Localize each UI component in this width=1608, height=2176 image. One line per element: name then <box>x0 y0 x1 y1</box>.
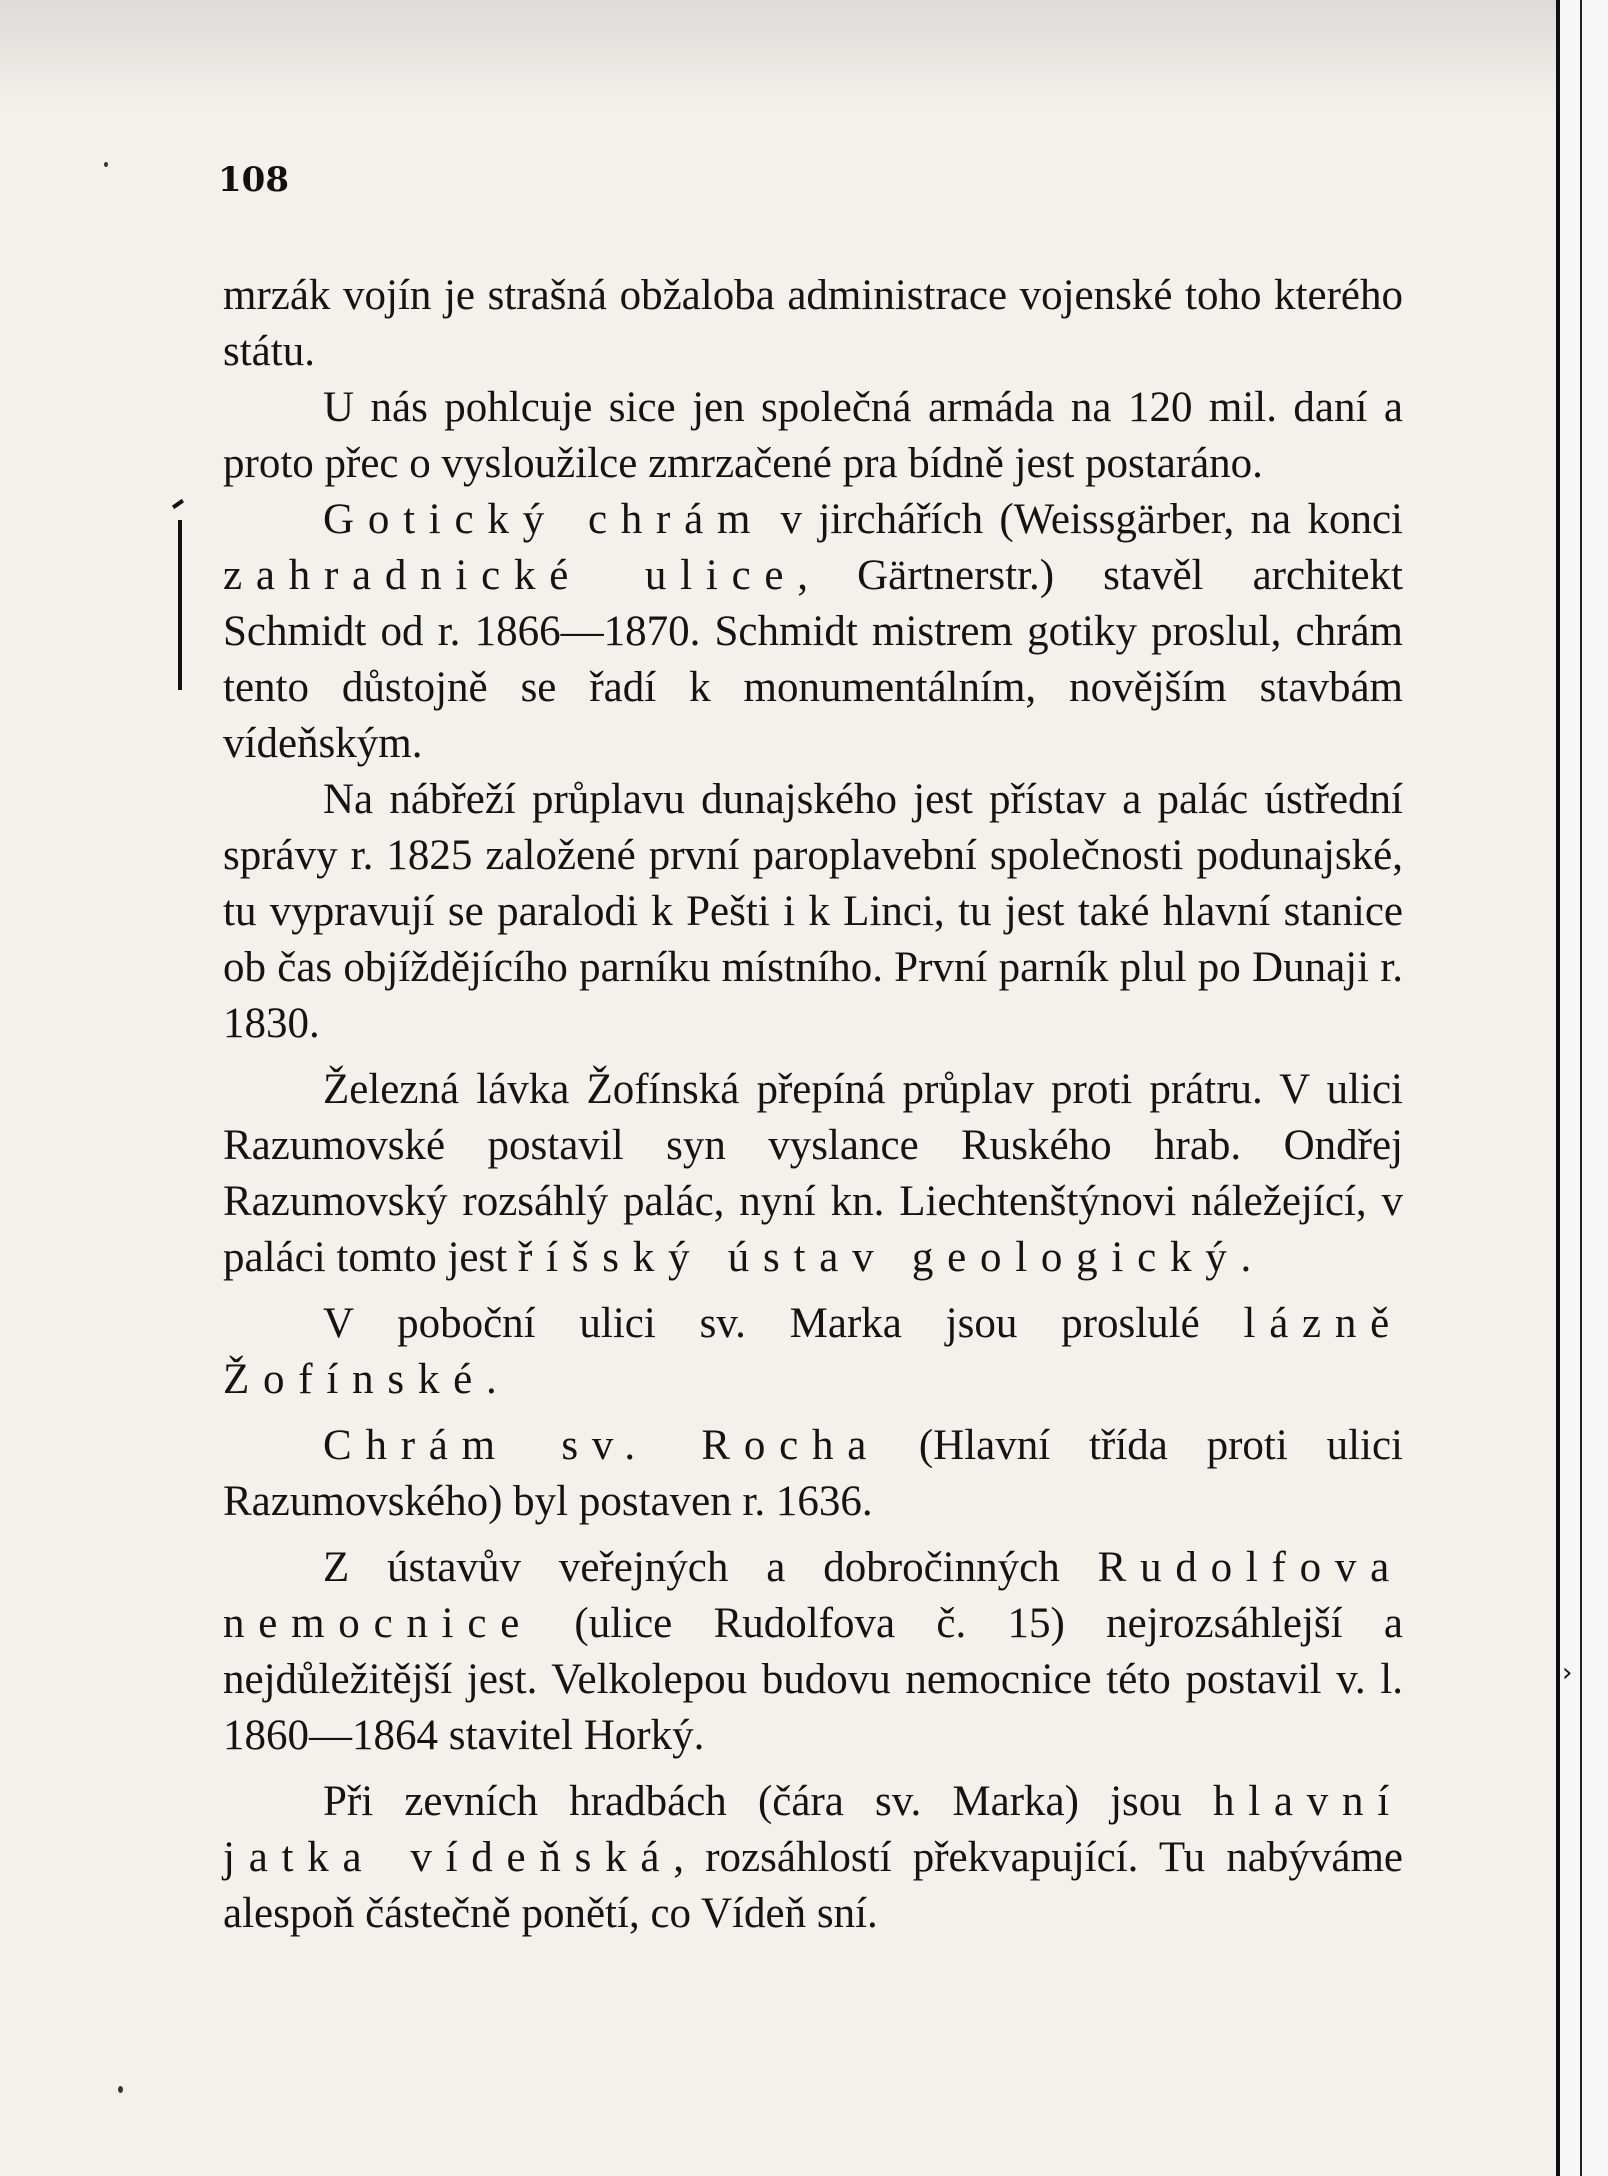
ink-speck <box>118 2086 123 2093</box>
text-run: Při zevních hradbách (čára sv. Marka) jsou <box>323 1778 1213 1825</box>
paragraph <box>223 1418 1403 1530</box>
text-run: (ulice Rudolfova č. 15) nejrozsáhlejší a nejdůležitější jest. Velkolepou budovu nemocnice této postavil v. l. 1860—1864 stavitel Horký. <box>223 1600 1403 1759</box>
scan-margin <box>1560 0 1608 2176</box>
paragraph <box>223 1062 1403 1286</box>
text-run: . <box>485 1356 497 1403</box>
text-run: v jirchářích (Weissgärber, na konci <box>764 496 1403 543</box>
spaced-emphasis-text: Gotický chrám <box>323 496 765 543</box>
spaced-emphasis-text: zahradnické ulice <box>223 552 798 599</box>
ink-speck <box>104 162 108 167</box>
paragraph <box>223 380 1403 492</box>
spaced-emphasis-text: Chrám sv. Rocha <box>323 1422 881 1469</box>
next-page-edge <box>1580 0 1582 2176</box>
paragraph <box>223 1296 1403 1408</box>
text-run: Železná lávka Žofínská přepíná průplav proti prátru. V ulici Razumovské postavil syn vyslance Ruského hrab. Ondřej Razumovský rozsáhlý palác, nyní kn. Liechtenštýnovi náležející, v paláci tomto jest <box>223 1066 1403 1281</box>
paragraph <box>223 772 1403 1052</box>
page-number: 108 <box>218 160 289 200</box>
paragraph <box>223 492 1403 772</box>
text-run: U nás pohlcuje sice jen společná armáda na 120 mil. daní a proto přec o vysloužilce zmrzačené pra bídně jest postaráno. <box>223 384 1403 487</box>
paragraph <box>223 1774 1403 1942</box>
text-run: Na nábřeží průplavu dunajského jest přístav a palác ústřední správy r. 1825 založené první paroplavební společnosti podunajské, tu vypravují se paralodi k Pešti i k Linci, tu jest také hlavní stanice ob čas objíždějícího parníku místního. První parník plul po Dunaji r. 1830. <box>223 776 1403 1047</box>
paragraph <box>223 1540 1403 1764</box>
paragraph <box>223 268 1403 380</box>
text-run: V poboční ulici sv. Marka jsou proslulé <box>323 1300 1244 1347</box>
text-run: , rozsáhlostí překvapující. Tu nabýváme alespoň částečně ponětí, co Vídeň sní. <box>223 1834 1403 1937</box>
margin-pencil-mark <box>178 520 182 690</box>
body-text <box>223 268 1403 1942</box>
spaced-emphasis-text: říšský ústav geologický <box>517 1234 1241 1281</box>
spaced-emphasis-text: hlavní jatka vídeňská <box>223 1778 1403 1881</box>
text-run: Z ústavův veřejných a dobročinných <box>323 1544 1098 1591</box>
margin-arrow-icon: › <box>1562 1658 1573 1688</box>
spaced-emphasis-text: lázně Žofínské <box>223 1300 1403 1403</box>
text-run: (Hlavní třída proti ulici Razumovského) byl postaven r. 1636. <box>223 1422 1403 1525</box>
text-run: . <box>1240 1234 1252 1281</box>
text-run: , Gärtnerstr.) stavěl architekt Schmidt od r. 1866—1870. Schmidt mistrem gotiky proslul, chrám tento důstojně se řadí k monumentálním, novějším stavbám vídeňským. <box>223 552 1403 767</box>
spaced-emphasis-text: Rudolfova nemocnice <box>223 1544 1403 1647</box>
text-run: mrzák vojín je strašná obžaloba administrace vojenské toho kterého státu. <box>223 272 1403 375</box>
